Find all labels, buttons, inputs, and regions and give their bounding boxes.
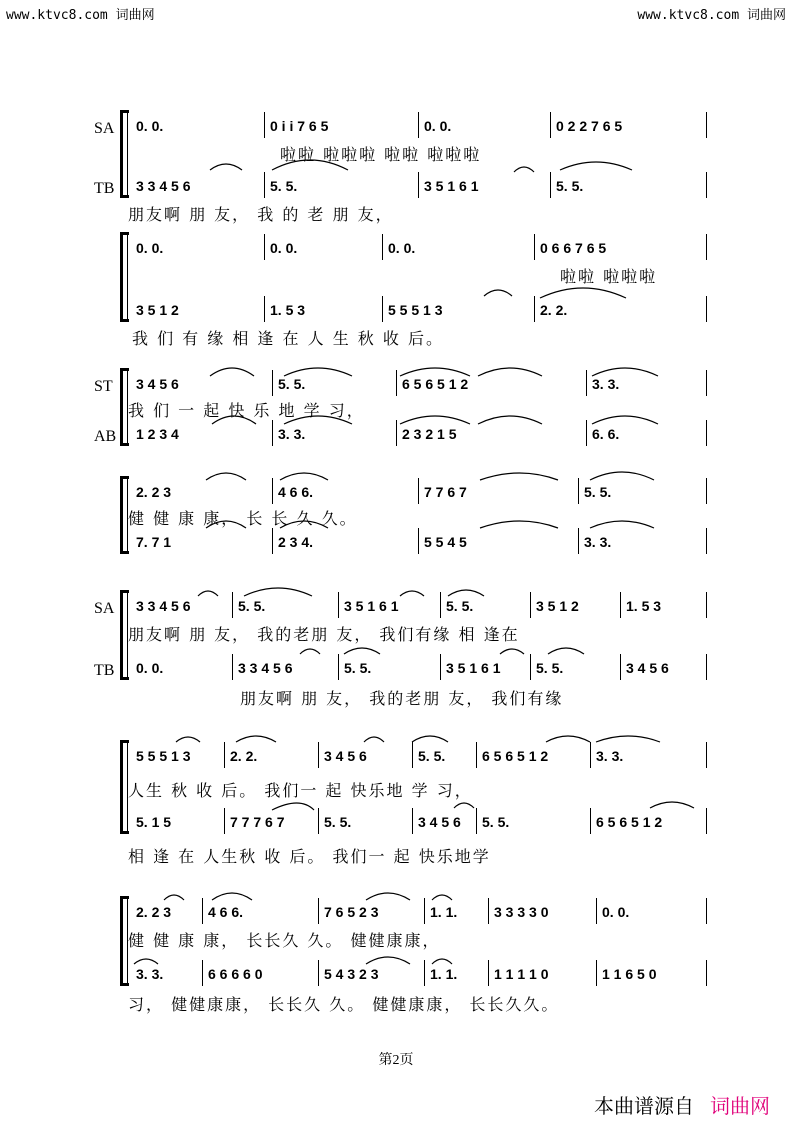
measure-notes: 0. 0. — [136, 660, 164, 676]
bar-line — [578, 528, 579, 554]
measure-notes: 1 1 6 5 0 — [602, 966, 657, 982]
measure-notes: 3 5 1 2 — [536, 598, 579, 614]
bar-line — [706, 234, 707, 260]
bar-line — [488, 960, 489, 986]
measure-notes: 1 2 3 4 — [136, 426, 179, 442]
part-label-bottom: TB — [94, 180, 115, 197]
bar-line — [272, 370, 273, 396]
measure-notes: 7. 7 1 — [136, 534, 172, 550]
bar-line — [578, 478, 579, 504]
measure-notes: 4 6 6. — [278, 484, 314, 500]
bar-line — [530, 654, 531, 680]
lyric-line: 健 健 康 康， 长 长 久 久。 — [128, 509, 358, 528]
lyric-line: 啦啦 啦啦啦 啦啦 啦啦啦 — [280, 145, 482, 164]
bar-line — [488, 898, 489, 924]
measure-notes: 1. 1. — [430, 904, 458, 920]
measure-notes: 1. 5 3 — [626, 598, 662, 614]
bar-line — [418, 478, 419, 504]
bar-line — [382, 296, 383, 322]
bar-line — [264, 234, 265, 260]
bar-line — [318, 960, 319, 986]
measure-notes: 3. 3. — [136, 966, 164, 982]
bar-line — [596, 898, 597, 924]
bar-line — [424, 960, 425, 986]
lyric-line: 习， 健健康康， 长长久 久。 健健康康， 长长久久。 — [128, 995, 560, 1014]
header-left — [6, 4, 155, 23]
part-label-bottom: TB — [94, 662, 115, 679]
bar-line — [224, 742, 225, 768]
measure-notes: 0. 0. — [602, 904, 630, 920]
bar-line — [590, 808, 591, 834]
measure-notes: 1. 1. — [430, 966, 458, 982]
measure-notes: 5 5 4 5 — [424, 534, 467, 550]
measure-notes: 5. 5. — [278, 376, 306, 392]
measure-notes: 3 3 4 5 6 — [136, 178, 191, 194]
bar-line — [412, 808, 413, 834]
bar-line — [232, 592, 233, 618]
bar-line — [586, 420, 587, 446]
measure-notes: 0. 0. — [136, 240, 164, 256]
bar-line — [706, 742, 707, 768]
measure-notes: 0 6 6 7 6 5 — [540, 240, 607, 256]
bar-line — [706, 592, 707, 618]
measure-notes: 5. 5. — [482, 814, 510, 830]
bar-line — [706, 420, 707, 446]
system-brace — [120, 740, 123, 834]
measure-notes: 3 5 1 6 1 — [446, 660, 501, 676]
bar-line — [706, 654, 707, 680]
measure-notes: 3 3 4 5 6 — [136, 598, 191, 614]
measure-notes: 3 4 5 6 — [136, 376, 179, 392]
bar-line — [338, 654, 339, 680]
measure-notes: 0. 0. — [388, 240, 416, 256]
bar-line — [264, 112, 265, 138]
measure-notes: 4 6 6. — [208, 904, 244, 920]
measure-notes: 3 5 1 6 1 — [344, 598, 399, 614]
bar-line — [264, 172, 265, 198]
measure-notes: 3 5 1 6 1 — [424, 178, 479, 194]
lyric-line: 朋友啊 朋 友， 我的老朋 友， 我们有缘 — [240, 689, 564, 708]
bar-line — [550, 112, 551, 138]
bar-line — [418, 528, 419, 554]
bar-line — [706, 478, 707, 504]
page-number: 第2页 — [378, 1053, 414, 1068]
measure-notes: 3 4 5 6 — [626, 660, 669, 676]
measure-notes: 7 7 6 7 — [424, 484, 467, 500]
measure-notes: 5 5 5 1 3 — [388, 302, 443, 318]
bar-line — [396, 370, 397, 396]
measure-notes: 5. 5. — [446, 598, 474, 614]
bar-line — [620, 592, 621, 618]
measure-notes: 5. 1 5 — [136, 814, 172, 830]
footer-site-logo[interactable]: 词曲网 — [710, 1094, 770, 1118]
measure-notes: 5 4 3 2 3 — [324, 966, 379, 982]
footer-source-label: 本曲谱源自 — [594, 1094, 694, 1118]
measure-notes: 3. 3. — [584, 534, 612, 550]
measure-notes: 0. 0. — [136, 118, 164, 134]
bar-line — [264, 296, 265, 322]
measure-notes: 1 1 1 1 0 — [494, 966, 549, 982]
bar-line — [534, 296, 535, 322]
measure-notes: 7 6 5 2 3 — [324, 904, 379, 920]
bar-line — [706, 528, 707, 554]
lyric-line: 健 健 康 康， 长长久 久。 健健康康， — [128, 931, 441, 950]
measure-notes: 5. 5. — [324, 814, 352, 830]
system-line — [127, 110, 128, 198]
system-brace — [120, 232, 123, 322]
measure-notes: 3. 3. — [278, 426, 306, 442]
measure-notes: 5 5 5 1 3 — [136, 748, 191, 764]
bar-line — [318, 808, 319, 834]
bar-line — [706, 112, 707, 138]
measure-notes: 5. 5. — [238, 598, 266, 614]
bar-line — [706, 172, 707, 198]
bar-line — [424, 898, 425, 924]
bar-line — [586, 370, 587, 396]
bar-line — [224, 808, 225, 834]
measure-notes: 0 2 2 7 6 5 — [556, 118, 623, 134]
bar-line — [706, 960, 707, 986]
system-brace — [120, 476, 123, 554]
bar-line — [412, 742, 413, 768]
measure-notes: 5. 5. — [536, 660, 564, 676]
measure-notes: 3. 3. — [592, 376, 620, 392]
system-brace — [120, 590, 123, 680]
bar-line — [596, 960, 597, 986]
system-brace — [120, 368, 123, 446]
bar-line — [202, 898, 203, 924]
measure-notes: 5. 5. — [344, 660, 372, 676]
system-brace — [120, 896, 123, 986]
lyric-line: 朋友啊 朋 友， 我 的 老 朋 友， — [128, 205, 394, 224]
measure-notes: 0 i i 7 6 5 — [270, 118, 329, 134]
header-site-left: 词曲网 — [115, 8, 155, 23]
measure-notes: 0. 0. — [424, 118, 452, 134]
measure-notes: 2. 2 3 — [136, 484, 172, 500]
part-label-bottom: AB — [94, 428, 117, 445]
part-label-top: ST — [94, 378, 113, 395]
bar-line — [440, 654, 441, 680]
lyric-line: 相 逢 在 人生秋 收 后。 我们一 起 快乐地学 — [128, 847, 491, 866]
measure-notes: 3 3 4 5 6 — [238, 660, 293, 676]
bar-line — [440, 592, 441, 618]
bar-line — [706, 808, 707, 834]
bar-line — [476, 808, 477, 834]
header-url-right[interactable]: www.ktvc8.com — [637, 8, 740, 23]
measure-notes: 2. 2. — [540, 302, 568, 318]
measure-notes: 6 5 6 5 1 2 — [596, 814, 663, 830]
bar-line — [338, 592, 339, 618]
bar-line — [530, 592, 531, 618]
lyric-line: 我 们 一 起 快 乐 地 学 习， — [128, 401, 365, 420]
measure-notes: 6. 6. — [592, 426, 620, 442]
lyric-line: 啦啦 啦啦啦 — [560, 267, 658, 286]
bar-line — [318, 898, 319, 924]
measure-notes: 3 4 5 6 — [324, 748, 367, 764]
lyric-line: 朋友啊 朋 友， 我的老朋 友， 我们有缘 相 逢在 — [128, 625, 520, 644]
measure-notes: 3 4 5 6 — [418, 814, 461, 830]
measure-notes: 3 5 1 2 — [136, 302, 179, 318]
measure-notes: 1. 5 3 — [270, 302, 306, 318]
measure-notes: 6 6 6 6 0 — [208, 966, 263, 982]
part-label-top: SA — [94, 600, 115, 617]
measure-notes: 7 7 7 6 7 — [230, 814, 285, 830]
bar-line — [272, 478, 273, 504]
bar-line — [534, 234, 535, 260]
bar-line — [318, 742, 319, 768]
bar-line — [418, 172, 419, 198]
measure-notes: 5. 5. — [270, 178, 298, 194]
bar-line — [706, 296, 707, 322]
measure-notes: 5. 5. — [584, 484, 612, 500]
measure-notes: 3 3 3 3 0 — [494, 904, 549, 920]
lyric-line: 我 们 有 缘 相 逢 在 人 生 秋 收 后。 — [132, 329, 444, 348]
bar-line — [706, 370, 707, 396]
measure-notes: 3. 3. — [596, 748, 624, 764]
bar-line — [232, 654, 233, 680]
measure-notes: 2. 2. — [230, 748, 258, 764]
measure-notes: 5. 5. — [556, 178, 584, 194]
bar-line — [620, 654, 621, 680]
bar-line — [202, 960, 203, 986]
measure-notes: 2 3 2 1 5 — [402, 426, 457, 442]
part-label-top: SA — [94, 120, 115, 137]
measure-notes: 6 5 6 5 1 2 — [482, 748, 549, 764]
bar-line — [476, 742, 477, 768]
measure-notes: 2 3 4. — [278, 534, 314, 550]
header-url-left[interactable]: www.ktvc8.com — [6, 8, 108, 23]
bar-line — [550, 172, 551, 198]
measure-notes: 6 5 6 5 1 2 — [402, 376, 469, 392]
system-brace — [120, 110, 123, 198]
system-line — [127, 232, 128, 322]
measure-notes: 2. 2 3 — [136, 904, 172, 920]
bar-line — [396, 420, 397, 446]
header-site-right: 词曲网 — [746, 8, 786, 23]
bar-line — [706, 898, 707, 924]
measure-notes: 0. 0. — [270, 240, 298, 256]
bar-line — [418, 112, 419, 138]
bar-line — [272, 528, 273, 554]
measure-notes: 5. 5. — [418, 748, 446, 764]
bar-line — [382, 234, 383, 260]
bar-line — [590, 742, 591, 768]
header-right — [637, 4, 786, 23]
bar-line — [272, 420, 273, 446]
lyric-line: 人生 秋 收 后。 我们一 起 快乐地 学 习， — [128, 781, 473, 800]
